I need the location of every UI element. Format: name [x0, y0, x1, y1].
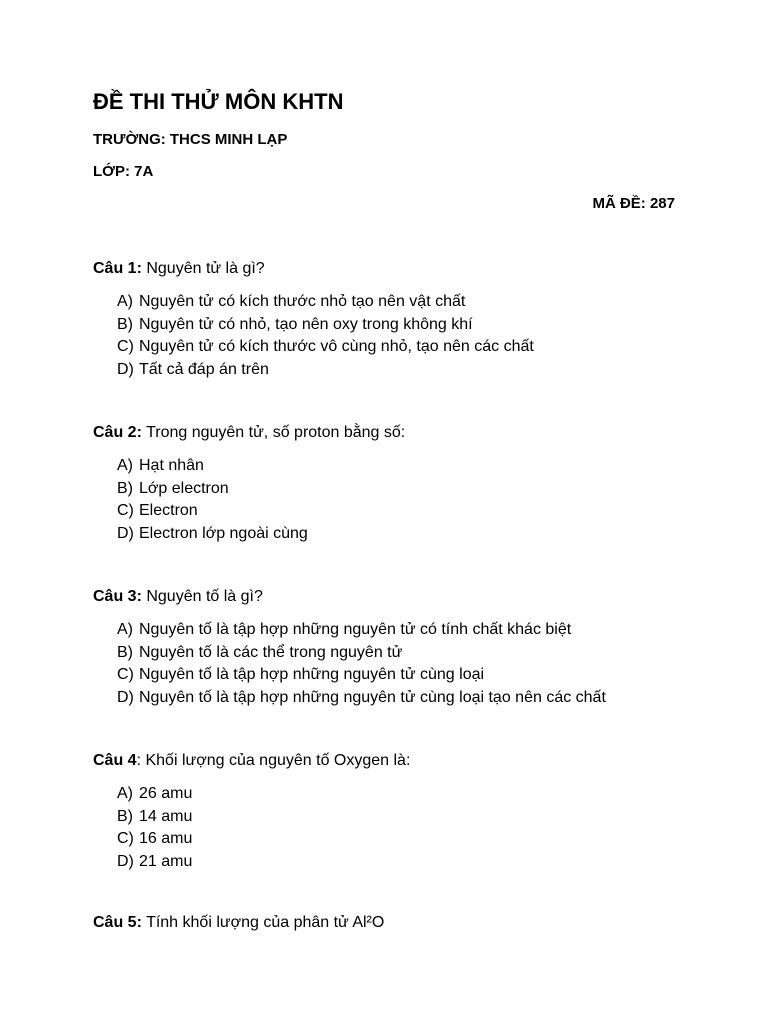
question-stem [93, 259, 693, 279]
answer-options [93, 783, 693, 873]
question-stem [93, 751, 693, 771]
question-label: Câu 3: [93, 588, 142, 605]
answer-option-a[interactable] [93, 455, 693, 478]
option-text: Tất cả đáp án trên [139, 360, 269, 378]
question-label: Câu 4 [93, 752, 137, 769]
option-text: Nguyên tố là tập hợp những nguyên tử cùng loại tạo nên các chất [139, 688, 606, 706]
option-letter: C) [117, 338, 134, 355]
exam-title: ĐỀ THI THỬ MÔN KHTN [93, 89, 344, 114]
option-text: Nguyên tố là các thể trong nguyên tử [139, 643, 403, 661]
answer-option-b[interactable] [93, 478, 693, 501]
answer-options [93, 619, 693, 709]
answer-option-c[interactable] [93, 336, 693, 359]
question-stem [93, 913, 693, 933]
question-stem [93, 423, 693, 443]
option-text: Hạt nhân [139, 457, 204, 474]
question-text: Trong nguyên tử, số proton bằng số: [141, 424, 406, 441]
answer-option-d[interactable] [93, 851, 693, 874]
question-stem [93, 587, 693, 607]
option-text: 21 amu [139, 852, 193, 870]
option-text: 14 amu [139, 807, 193, 825]
option-letter: C) [117, 666, 134, 683]
question-text: Tính khối lượng của phân tử Al²O [141, 914, 385, 931]
option-text: Electron lớp ngoài cùng [139, 524, 308, 542]
exam-code: MÃ ĐỀ: 287 [592, 195, 675, 212]
answer-option-d[interactable] [93, 687, 693, 710]
option-letter: A) [117, 457, 133, 474]
answer-options [93, 455, 693, 545]
question-3 [93, 587, 693, 709]
option-text: Nguyên tố là tập hợp những nguyên tử có tính chất khác biệt [139, 621, 572, 638]
answer-option-b[interactable] [93, 806, 693, 829]
question-2 [93, 423, 693, 545]
option-letter: D) [117, 524, 134, 542]
question-label: Câu 5: [93, 914, 142, 931]
option-letter: B) [117, 643, 133, 661]
option-letter: D) [117, 852, 134, 870]
option-text: Lớp electron [139, 479, 229, 497]
option-letter: D) [117, 360, 134, 378]
option-letter: B) [117, 479, 133, 497]
answer-option-b[interactable] [93, 314, 693, 337]
question-text: Nguyên tử là gì? [141, 260, 265, 277]
question-label: Câu 2: [93, 424, 142, 441]
question-text: Nguyên tố là gì? [141, 588, 263, 605]
option-letter: C) [117, 502, 134, 519]
option-text: 26 amu [139, 785, 193, 802]
answer-option-d[interactable] [93, 359, 693, 382]
option-letter: A) [117, 785, 133, 802]
option-letter: B) [117, 315, 133, 333]
answer-options [93, 291, 693, 381]
option-letter: C) [117, 830, 134, 847]
answer-option-c[interactable] [93, 500, 693, 523]
option-text: Nguyên tử có nhỏ, tạo nên oxy trong không khí [139, 315, 473, 333]
answer-option-c[interactable] [93, 664, 693, 687]
question-label: Câu 1: [93, 260, 142, 277]
answer-option-a[interactable] [93, 291, 693, 314]
option-letter: A) [117, 293, 133, 310]
answer-option-d[interactable] [93, 523, 693, 546]
answer-option-c[interactable] [93, 828, 693, 851]
question-4 [93, 751, 693, 873]
school-name: TRƯỜNG: THCS MINH LẠP [93, 131, 288, 148]
option-letter: B) [117, 807, 133, 825]
option-letter: D) [117, 688, 134, 706]
question-1 [93, 259, 693, 381]
option-text: Nguyên tử có kích thước nhỏ tạo nên vật chất [139, 293, 466, 310]
option-text: Nguyên tố là tập hợp những nguyên tử cùng loại [139, 666, 485, 683]
answer-option-a[interactable] [93, 783, 693, 806]
answer-option-a[interactable] [93, 619, 693, 642]
option-text: 16 amu [139, 830, 193, 847]
answer-option-b[interactable] [93, 642, 693, 665]
question-text: : Khối lượng của nguyên tố Oxygen là: [136, 752, 411, 769]
option-letter: A) [117, 621, 133, 638]
option-text: Electron [139, 502, 198, 519]
class-name: LỚP: 7A [93, 163, 154, 180]
option-text: Nguyên tử có kích thước vô cùng nhỏ, tạo nên các chất [139, 338, 534, 355]
question-5 [93, 913, 693, 933]
